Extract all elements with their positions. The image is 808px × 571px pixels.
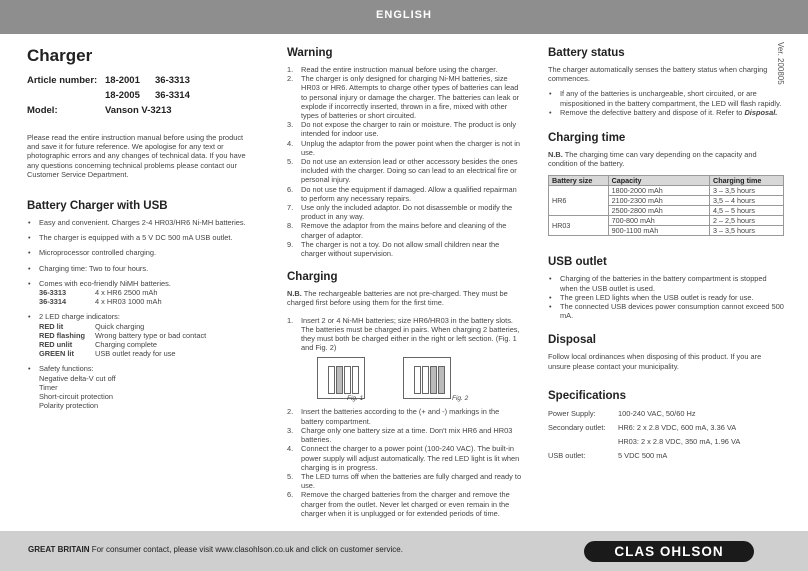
- list-item: 3. Charge only one battery size at a time. Don't mix HR6 and HR03 batteries.: [287, 425, 513, 445]
- led-value: USB outlet ready for use: [95, 349, 176, 359]
- list-item: [27, 364, 257, 410]
- disposal-link: Disposal.: [744, 107, 778, 117]
- column-warning: [287, 46, 522, 518]
- table-header: Capacity: [608, 176, 709, 186]
- list-item: 1. Read the entire instruction manual before using the charger.: [287, 65, 498, 74]
- list-item: • The connected USB devices power consumption cannot exceed 500 mA.: [548, 302, 784, 320]
- list-item: 4. Unplug the adaptor from the power point when the charger is not in use.: [287, 138, 520, 157]
- language-label: ENGLISH: [376, 9, 432, 21]
- intro-text: Please read the entire instruction manual before using the product and save it for future reference. We apologise for any text or photographic errors and any changes of technical data. If you have any questions concerning technical problems please contact our Customer Service Department.: [27, 133, 246, 179]
- led-title: • 2 LED charge indicators:: [39, 312, 120, 322]
- eco-key: 36-3313: [39, 288, 67, 298]
- list-item: • Charging time: Two to four hours.: [27, 264, 257, 273]
- safety-item: Negative delta-V cut off: [39, 373, 116, 383]
- led-value: Quick charging: [95, 321, 145, 331]
- safety-item: Polarity protection: [39, 401, 99, 411]
- warning-heading: Warning: [287, 47, 333, 59]
- list-item: 4. Connect the charger to a power point (100-240 VAC). The built-in power supply will adjust automatically. The red LED light is lit when charging is in progress.: [287, 444, 520, 472]
- top-banner: [0, 0, 808, 34]
- column-intro: [27, 46, 257, 410]
- model-label: Model:: [27, 105, 58, 116]
- list-item: • Microprocessor controlled charging.: [27, 248, 257, 257]
- table-header: Battery size: [549, 176, 609, 186]
- figure-1-caption: Fig. 1: [347, 395, 364, 403]
- led-key: RED flashing: [39, 330, 85, 340]
- table-row: 900-1100 mAh 3 – 3,5 hours: [549, 226, 784, 236]
- list-item: 2. Insert the batteries according to the (+ and -) markings in the battery compartment.: [287, 407, 500, 426]
- list-item: [27, 312, 257, 358]
- article-value: 36-3314: [155, 90, 190, 101]
- article-value: 36-3313: [155, 75, 190, 86]
- charging-steps-continued: [287, 407, 522, 517]
- version-label: Ver. 200805: [776, 42, 785, 85]
- table-row: HR03 700-800 mAh 2 – 2,5 hours: [549, 216, 784, 226]
- table-row: 2100-2300 mAh 3,5 – 4 hours: [549, 196, 784, 206]
- charging-note: N.B. The rechargeable batteries are not pre-charged. They must be charged first before using them for the first time.: [287, 289, 508, 308]
- list-item: 3. Do not expose the charger to rain or moisture. The product is only intended for indoor use.: [287, 120, 517, 139]
- footer-contact: GREAT BRITAIN For consumer contact, please visit www.clasohlson.co.uk and click on customer service.: [28, 545, 403, 554]
- table-header: Charging time: [710, 176, 784, 186]
- safety-title: • Safety functions:: [39, 364, 94, 374]
- figure-1: [317, 357, 365, 399]
- safety-item: Timer: [39, 382, 58, 392]
- usb-list: [548, 274, 784, 320]
- led-key: RED lit: [39, 321, 64, 331]
- list-item: 7. Use only the included adaptor. Do not disassemble or modify the product in any way.: [287, 203, 513, 222]
- eco-value: 4 x HR6 2500 mAh: [95, 288, 158, 298]
- safety-item: Short-circuit protection: [39, 392, 113, 402]
- list-item: 5. Do not use an extension lead or other accessory besides the ones included with the charger. Doing so can lead to an electrical fire or personal injury.: [287, 157, 518, 185]
- brand-logo: CLAS OHLSON: [584, 541, 754, 562]
- list-item: 6. Remove the charged batteries from the charger and remove the charger from the outlet. Never let charged or even remain in the charger when it is unplugged or for extended periods of time.: [287, 490, 510, 518]
- spec-key: Power Supply:: [548, 408, 596, 418]
- spec-value: 5 VDC 500 mA: [618, 450, 668, 460]
- charging-time-heading: Charging time: [548, 132, 626, 145]
- spec-value: 100-240 VAC, 50/60 Hz: [618, 408, 696, 418]
- battery-status-heading: Battery status: [548, 47, 625, 59]
- list-item: • If any of the batteries is unchargeable, short circuited, or are mispositioned in the battery compartment, the LED will flash rapidly.: [548, 89, 784, 107]
- list-item: • Easy and convenient. Charges 2-4 HR03/HR6 Ni-MH batteries.: [27, 218, 257, 227]
- charging-steps: [287, 316, 522, 353]
- spec-key: Secondary outlet:: [548, 422, 606, 432]
- eco-key: 36-3314: [39, 297, 67, 307]
- spec-value: HR03: 2 x 2.8 VDC, 350 mA, 1.96 VA: [618, 436, 741, 446]
- footer-bar: [0, 531, 808, 571]
- article-value: 18-2001: [105, 75, 140, 86]
- list-item: 1. Insert 2 or 4 Ni-MH batteries; size HR6/HR03 in the battery slots. The batteries must be charged in pairs. When charging 2 batteries, they must both be charged either in the right or left section. (Fig. 1 and Fig. 2): [287, 315, 520, 353]
- list-item: • Remove the defective battery and dispose of it. Refer to Disposal.: [548, 108, 784, 117]
- led-value: Wrong battery type or bad contact: [95, 330, 207, 340]
- figure-2: [403, 357, 451, 399]
- table-row: 2500-2800 mAh 4,5 – 5 hours: [549, 206, 784, 216]
- usb-charger-heading: Battery Charger with USB: [27, 200, 168, 213]
- led-key: GREEN lit: [39, 349, 74, 359]
- charging-time-table: [548, 175, 784, 236]
- spec-value: HR6: 2 x 2.8 VDC, 600 mA, 3.36 VA: [618, 422, 737, 432]
- disposal-heading: Disposal: [548, 334, 596, 347]
- eco-value: 4 x HR03 1000 mAh: [95, 297, 162, 307]
- specifications: [548, 408, 784, 461]
- article-value: 18-2005: [105, 90, 140, 101]
- disposal-text: Follow local ordinances when disposing of this product. If you are unsure please contact your municipality.: [548, 352, 762, 371]
- spec-key: [548, 436, 618, 447]
- list-item: 9. The charger is not a toy. Do not allow small children near the charger without supervision.: [287, 239, 500, 259]
- table-row: HR6 1800-2000 mAh 3 – 3,5 hours: [549, 186, 784, 196]
- page-title: Charger: [27, 46, 93, 65]
- charging-time-note: N.B. The charging time can vary depending on the capacity and condition of the battery.: [548, 150, 757, 169]
- spec-key: USB outlet:: [548, 450, 586, 460]
- figure-2-caption: Fig. 2: [452, 395, 469, 403]
- article-numbers: [27, 73, 257, 118]
- led-key: RED unlit: [39, 340, 73, 350]
- status-text: The charger automatically senses the battery status when charging commences.: [548, 65, 768, 84]
- usb-outlet-heading: USB outlet: [548, 256, 607, 269]
- column-status: [548, 46, 784, 461]
- figures: [287, 357, 522, 403]
- model-value: Vanson V-3213: [105, 105, 172, 116]
- list-item: 8. Remove the adaptor from the mains before and cleaning of the charger of adaptor.: [287, 221, 507, 240]
- list-item: • Charging of the batteries in the battery compartment is stopped when the USB outlet is used.: [548, 274, 784, 292]
- feature-list: [27, 218, 257, 410]
- list-item: [27, 279, 257, 307]
- article-label: Article number:: [27, 75, 98, 86]
- led-value: Charging complete: [95, 340, 158, 350]
- list-item: • The charger is equipped with a 5 V DC 500 mA USB outlet.: [27, 233, 257, 242]
- list-item: • The green LED lights when the USB outlet is ready for use.: [548, 293, 784, 302]
- warning-list: [287, 65, 522, 258]
- status-list: [548, 89, 784, 117]
- list-item: 5. The LED turns off when the batteries are fully charged and ready to use.: [287, 471, 522, 491]
- charging-heading: Charging: [287, 271, 338, 284]
- list-item: 2. The charger is only designed for charging Ni-MH batteries, size HR03 or HR6. Attempts to charge other types of batteries can lead to personal injury or damage the charger. The batteries can leak or explode if incorrectly inserted, thrown in a fire, mixed with other types of batteries or short circuited.: [287, 74, 520, 121]
- list-item: 6. Do not use the equipment if damaged. Allow a qualified repairman to perform any necessary repairs.: [287, 184, 517, 203]
- eco-title: • Comes with eco-friendly NiMH batteries.: [39, 278, 171, 288]
- specifications-heading: Specifications: [548, 389, 626, 402]
